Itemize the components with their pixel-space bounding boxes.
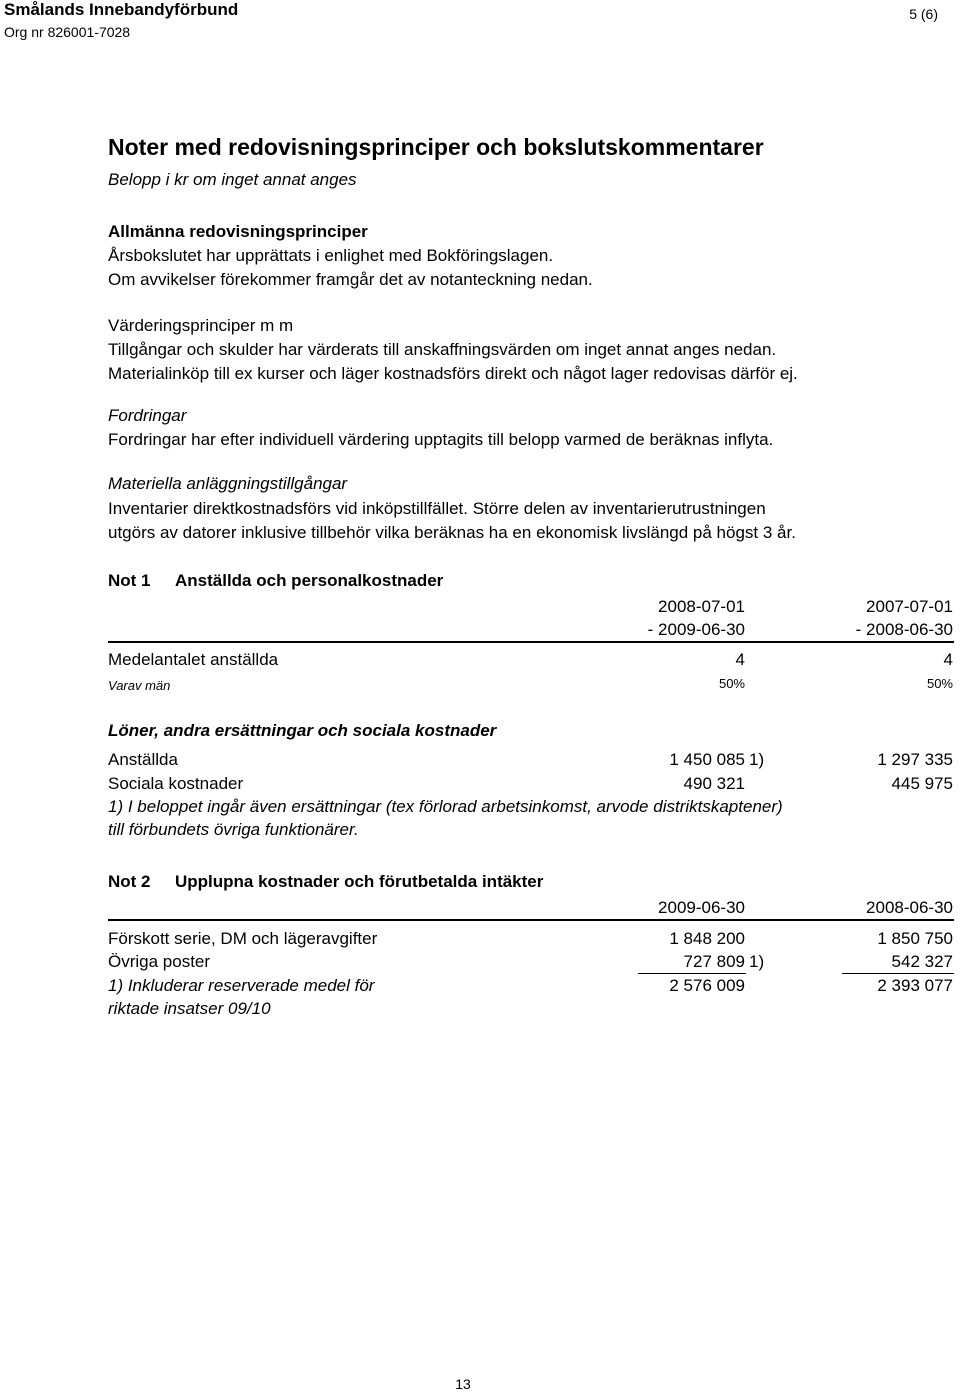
note-1-period-1-start: 2008-07-01 xyxy=(658,597,745,616)
page-subtitle: Belopp i kr om inget annat anges xyxy=(108,170,357,189)
note-1-salaries-heading: Löner, andra ersättningar och sociala kostnader xyxy=(108,721,497,740)
note-1-employees-value-1: 1 450 085 xyxy=(669,750,745,769)
note-1-label: Not 1 xyxy=(108,571,151,590)
note-1-header-rule xyxy=(108,641,954,643)
note-1-employees-footnote-ref: 1) xyxy=(749,750,765,769)
note-1-social-costs-value-2: 445 975 xyxy=(891,774,953,793)
valuation-principles-heading: Värderingsprinciper m m xyxy=(108,316,294,335)
note-1-title: Anställda och personalkostnader xyxy=(175,571,444,590)
note-2-row-2-label: Övriga poster xyxy=(108,952,211,971)
note-1-men-label: Varav män xyxy=(108,678,171,693)
note-2-column-2-date: 2008-06-30 xyxy=(866,898,953,917)
valuation-principles-line-2: Materialinköp till ex kurser och läger kostnadsförs direkt och något lager redovisas därför ej. xyxy=(108,364,798,383)
organization-number: Org nr 826001-7028 xyxy=(4,24,131,40)
note-1-avg-employees-value-2: 4 xyxy=(943,650,953,669)
note-2-footnote-line-2: riktade insatser 09/10 xyxy=(108,999,271,1018)
note-1-social-costs-value-1: 490 321 xyxy=(683,774,745,793)
note-2-footnote-line-1: 1) Inkluderar reserverade medel för xyxy=(108,976,375,995)
general-principles-line-2: Om avvikelser förekommer framgår det av notanteckning nedan. xyxy=(108,270,593,289)
organization-name: Smålands Innebandyförbund xyxy=(4,0,239,19)
note-2-row-2-value-1: 727 809 xyxy=(683,952,745,971)
receivables-line-1: Fordringar har efter individuell värdering upptagits till belopp varmed de beräknas inflyta. xyxy=(108,430,774,449)
footer-page-number: 13 xyxy=(455,1376,471,1392)
note-1-employees-label: Anställda xyxy=(108,750,178,769)
receivables-heading: Fordringar xyxy=(108,406,187,425)
note-2-column-1-date: 2009-06-30 xyxy=(658,898,745,917)
note-2-title: Upplupna kostnader och förutbetalda intäkter xyxy=(175,872,544,891)
page-title: Noter med redovisningsprinciper och bokslutskommentarer xyxy=(108,134,764,160)
note-2-row-1-value-1: 1 848 200 xyxy=(669,929,745,948)
note-2-row-1-label: Förskott serie, DM och lägeravgifter xyxy=(108,929,378,948)
note-1-footnote-line-1: 1) I beloppet ingår även ersättningar (tex förlorad arbetsinkomst, arvode distriktskaptener) xyxy=(108,797,783,816)
note-2-label: Not 2 xyxy=(108,872,151,891)
page-indicator: 5 (6) xyxy=(909,6,938,22)
note-1-men-value-1: 50% xyxy=(718,676,745,691)
note-1-footnote-line-2: till förbundets övriga funktionärer. xyxy=(108,820,359,839)
valuation-principles-line-1: Tillgångar och skulder har värderats till anskaffningsvärden om inget annat anges nedan. xyxy=(108,340,777,359)
note-2-row-2-footnote-ref: 1) xyxy=(749,952,765,971)
note-1-period-2-end: - 2008-06-30 xyxy=(855,620,953,639)
fixed-assets-heading: Materiella anläggningstillgångar xyxy=(108,474,348,493)
note-2-total-value-1: 2 576 009 xyxy=(669,976,745,995)
fixed-assets-line-2: utgörs av datorer inklusive tillbehör vilka beräknas ha en ekonomisk livslängd på högst 3 år. xyxy=(108,523,796,542)
note-2-total-value-2: 2 393 077 xyxy=(877,976,953,995)
note-1-avg-employees-label: Medelantalet anställda xyxy=(108,650,279,669)
note-1-period-2-start: 2007-07-01 xyxy=(866,597,953,616)
general-principles-heading: Allmänna redovisningsprinciper xyxy=(108,222,368,241)
note-1-period-1-end: - 2009-06-30 xyxy=(647,620,745,639)
note-2-row-1-value-2: 1 850 750 xyxy=(877,929,953,948)
note-1-social-costs-label: Sociala kostnader xyxy=(108,774,244,793)
note-2-sum-rule-2 xyxy=(842,973,954,974)
note-1-avg-employees-value-1: 4 xyxy=(735,650,745,669)
note-1-men-value-2: 50% xyxy=(926,676,953,691)
note-2-row-2-value-2: 542 327 xyxy=(891,952,953,971)
note-2-sum-rule-1 xyxy=(638,973,746,974)
note-1-employees-value-2: 1 297 335 xyxy=(877,750,953,769)
note-2-header-rule xyxy=(108,919,954,921)
general-principles-line-1: Årsbokslutet har upprättats i enlighet med Bokföringslagen. xyxy=(108,246,554,265)
fixed-assets-line-1: Inventarier direktkostnadsförs vid inköpstillfället. Större delen av inventarierutrustningen xyxy=(108,499,766,518)
